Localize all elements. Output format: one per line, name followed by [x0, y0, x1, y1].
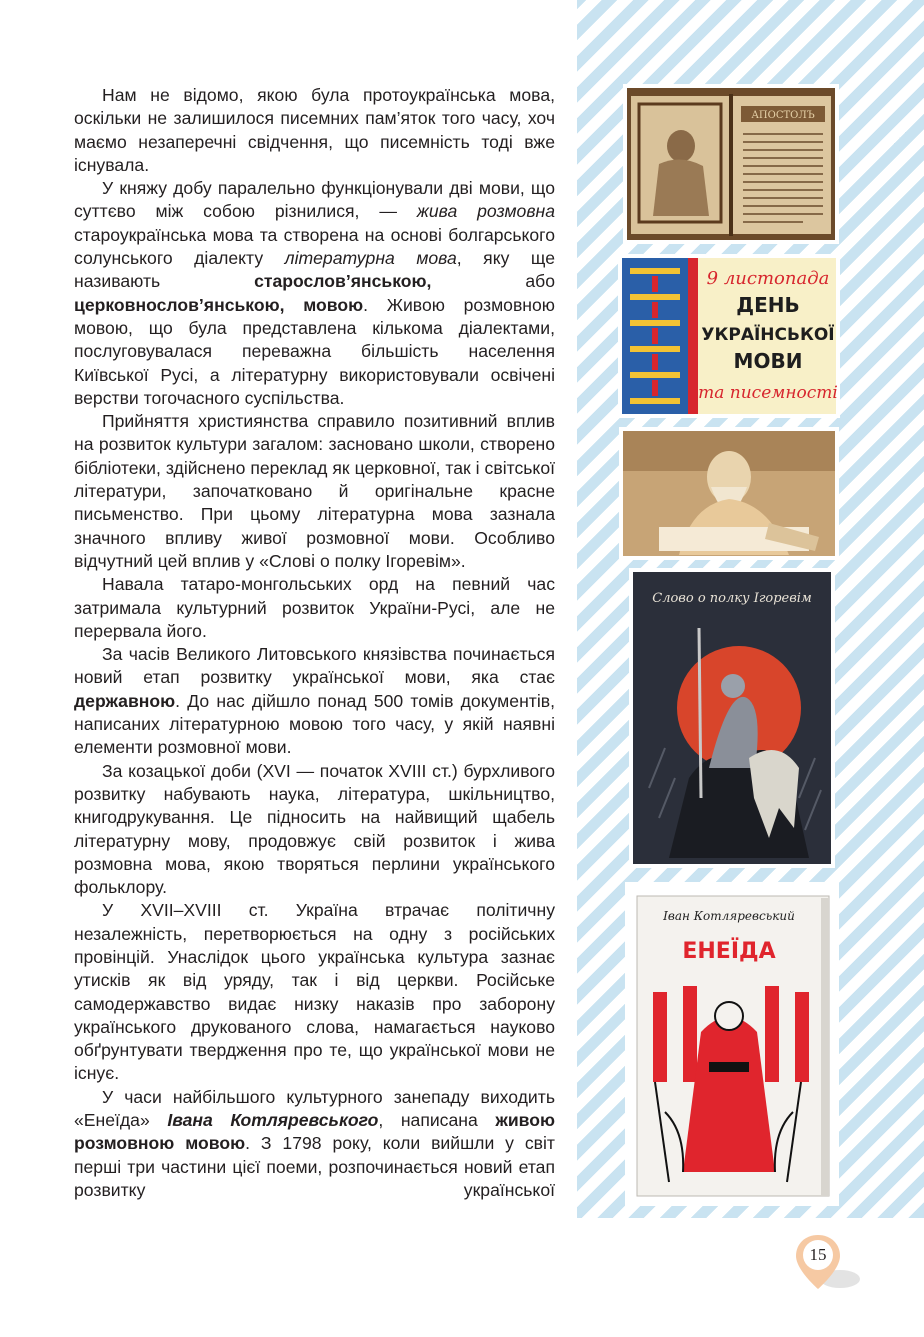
book-title-text: АПОСТОЛЪ	[751, 110, 815, 121]
poster-line-1: 9 листопада	[706, 268, 830, 289]
bold-term: старослов’янською,	[254, 271, 432, 292]
paragraph	[74, 410, 555, 573]
text-run: . Живою розмовною мовою, що була представлена кількома діалектами, послуговувалася переважна більшість населення Київської Русі, а літературну використовували освічені верстви тогочасного суспільства.	[74, 294, 555, 408]
old-book-photo	[623, 84, 839, 244]
italic-term: літературна мова	[284, 248, 457, 269]
paragraph	[74, 1086, 555, 1202]
paragraph	[74, 84, 555, 177]
text-run: Навала татаро-монгольських орд на певний час затримала культурний розвиток України-Русі, але не перервала його.	[74, 574, 555, 641]
bold-term: Івана Котляревського	[167, 1110, 379, 1131]
page-number: 15	[809, 1245, 827, 1264]
text-run: У часи найбільшого культурного занепаду виходить «Енеїда»	[74, 1086, 555, 1131]
paragraph	[74, 643, 555, 759]
bold-term: церковнослов’янською, мовою	[74, 294, 364, 315]
poster-line-5: та писемності	[698, 383, 838, 403]
text-run: . З 1798 року, коли вийшли у світ перші три частини цієї поеми, розпочинається новий етап розвитку української	[74, 1133, 555, 1200]
text-run: . До нас дійшло понад 500 томів документів, написаних літературною мовою того часу, у якій наявні елементи розмовної мови.	[74, 690, 555, 758]
paragraph	[74, 177, 555, 410]
poster-line-3: УКРАЇНСЬКОЇ	[701, 325, 835, 345]
text-run: , яку ще називають	[74, 248, 555, 292]
text-run: У XVII–XVIII ст. Україна втрачає політичну незалежність, перетворюється на одну з російських провінцій. Унаслідок цього українська культура зазнає утисків як від уряду, так і від церкви. Російське самодержавство видає низку наказів про заборону українського друкованого слова, намагається науково обґрунтувати твердження про те, що української мови не існує.	[74, 900, 555, 1084]
poster-line-2: ДЕНЬ	[736, 293, 800, 317]
language-day-poster	[618, 254, 840, 418]
main-text	[74, 84, 555, 1202]
text-run: За козацької доби (XVI — початок XVIII ст.) бурхливого розвитку набувають наука, література, шкільництво, книгодрукування. Це підносить на найвищий щабель літературну мову, продовжує свій розвиток і жива розмовна мова, якою творяться перлини українського фольклору.	[74, 760, 555, 898]
eneida-title: ЕНЕЇДА	[682, 939, 776, 964]
text-run: , написана	[378, 1110, 496, 1131]
text-run: або	[431, 271, 555, 292]
chronicler-sculpture-photo	[619, 427, 839, 560]
bold-term: живою розмовною мовою	[74, 1110, 556, 1154]
text-run: староукраїнська мова та створена на основі болгарського солунського діалекту	[74, 224, 555, 269]
text-run: У княжу добу паралельно функціонували дві мови, що суттєво між собою різнилися, —	[74, 178, 555, 222]
text-run: Прийняття християнства справило позитивний вплив на розвиток культури загалом: засновано школи, створено бібліотеки, здійснено переклад як церковної, так і світської літератури, започатковано й оригінальне красне письменство. При цьому літературна мова зазнала значного впливу живої розмовної мови. Особливо відчутний цей вплив у «Слові о полку Ігоревім».	[74, 411, 555, 571]
text-run: Нам не відомо, якою була протоукраїнська мова, оскільки не залишилося писемних пам’яток того часу, хоч маємо незаперечні свідчення, що писемність тоді вже існувала.	[74, 85, 555, 175]
italic-term: жива розмовна	[416, 201, 555, 222]
bold-term: державною	[74, 690, 176, 711]
eneida-author: Іван Котляревський	[663, 909, 795, 923]
eneida-book-cover	[625, 882, 839, 1206]
paragraph	[74, 760, 555, 900]
text-run: За часів Великого Литовського князівства починається новий етап розвитку української мови, яка стає	[74, 644, 555, 688]
slovo-title: Слово о полку Ігоревім	[652, 591, 812, 606]
paragraph	[74, 899, 555, 1085]
slovo-o-polku-cover	[629, 568, 835, 868]
poster-line-4: МОВИ	[733, 349, 803, 373]
paragraph	[74, 573, 555, 643]
